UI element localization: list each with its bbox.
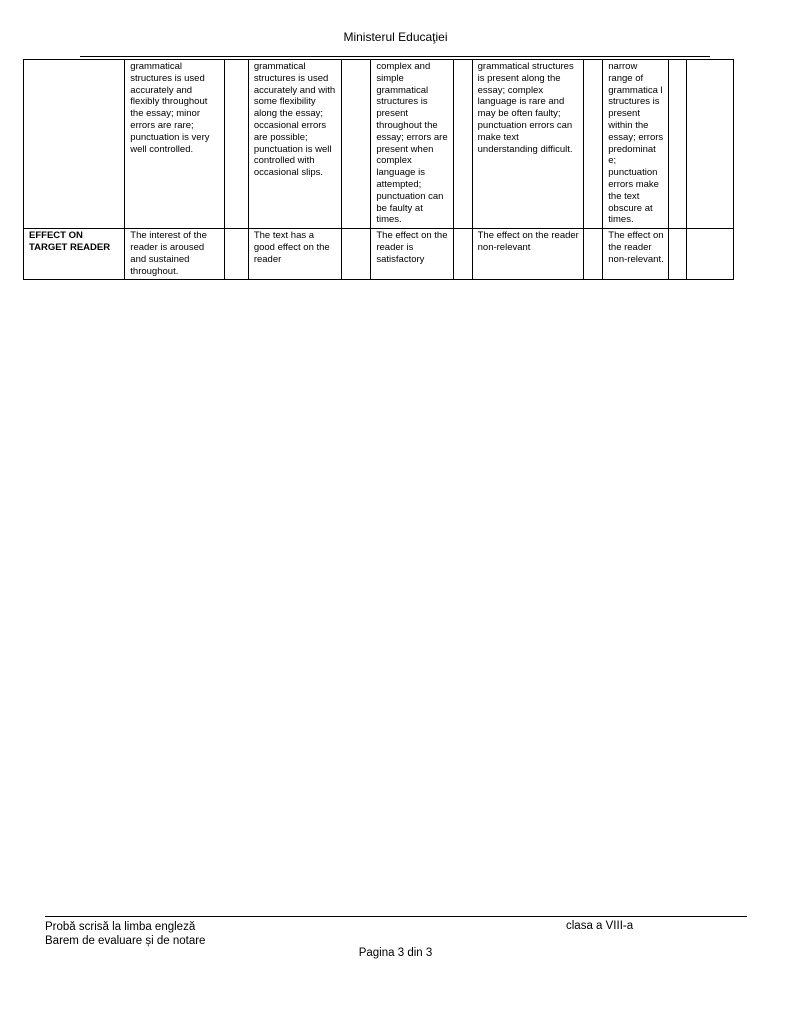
descriptor-cell: The effect on the reader is satisfactory [371, 229, 454, 280]
score-cell [342, 229, 371, 280]
score-cell [584, 60, 603, 229]
descriptor-cell: narrow range of grammatica l structures is present within the essay; errors predominat e; punctuation errors make the text obscure at times. [603, 60, 669, 229]
descriptor-cell: The text has a good effect on the reader [248, 229, 341, 280]
score-cell [224, 60, 248, 229]
footer-left [45, 920, 205, 948]
score-cell [584, 229, 603, 280]
descriptor-cell: The effect on the reader non-relevant [472, 229, 583, 280]
table-row [24, 229, 734, 280]
descriptor-cell: The interest of the reader is aroused and sustained throughout. [125, 229, 224, 280]
score-cell [669, 229, 687, 280]
footer-subject: Probă scrisă la limba engleză [45, 921, 196, 933]
criterion-label [24, 60, 125, 229]
score-cell [687, 60, 734, 229]
criterion-label: EFFECT ON TARGET READER [24, 229, 125, 280]
descriptor-cell: The effect on the reader non-relevant. [603, 229, 669, 280]
header-divider [80, 56, 710, 57]
descriptor-cell: complex and simple grammatical structures is present throughout the essay; errors are present when complex language is attempted; punctuation can be faulty at times. [371, 60, 454, 229]
footer-grade: clasa a VIII-a [566, 920, 634, 932]
page-number: Pagina 3 din 3 [358, 947, 433, 959]
descriptor-cell: grammatical structures is used accurately and flexibly throughout the essay; minor errors are rare; punctuation is very well controlled. [125, 60, 224, 229]
descriptor-cell: grammatical structures is present along the essay; complex language is rare and may be often faulty; punctuation errors can make text understanding difficult. [472, 60, 583, 229]
descriptor-cell: grammatical structures is used accurately and with some flexibility along the essay; occasional errors are possible; punctuation is well controlled with occasional slips. [248, 60, 341, 229]
rubric-table [23, 59, 734, 280]
score-cell [454, 60, 472, 229]
footer-doc-type: Barem de evaluare și de notare [45, 935, 206, 947]
score-cell [669, 60, 687, 229]
score-cell [454, 229, 472, 280]
table-row [24, 60, 734, 229]
score-cell [342, 60, 371, 229]
score-cell [687, 229, 734, 280]
page-header-title: Ministerul Educaţiei [343, 30, 448, 44]
footer-divider [45, 916, 747, 917]
score-cell [224, 229, 248, 280]
